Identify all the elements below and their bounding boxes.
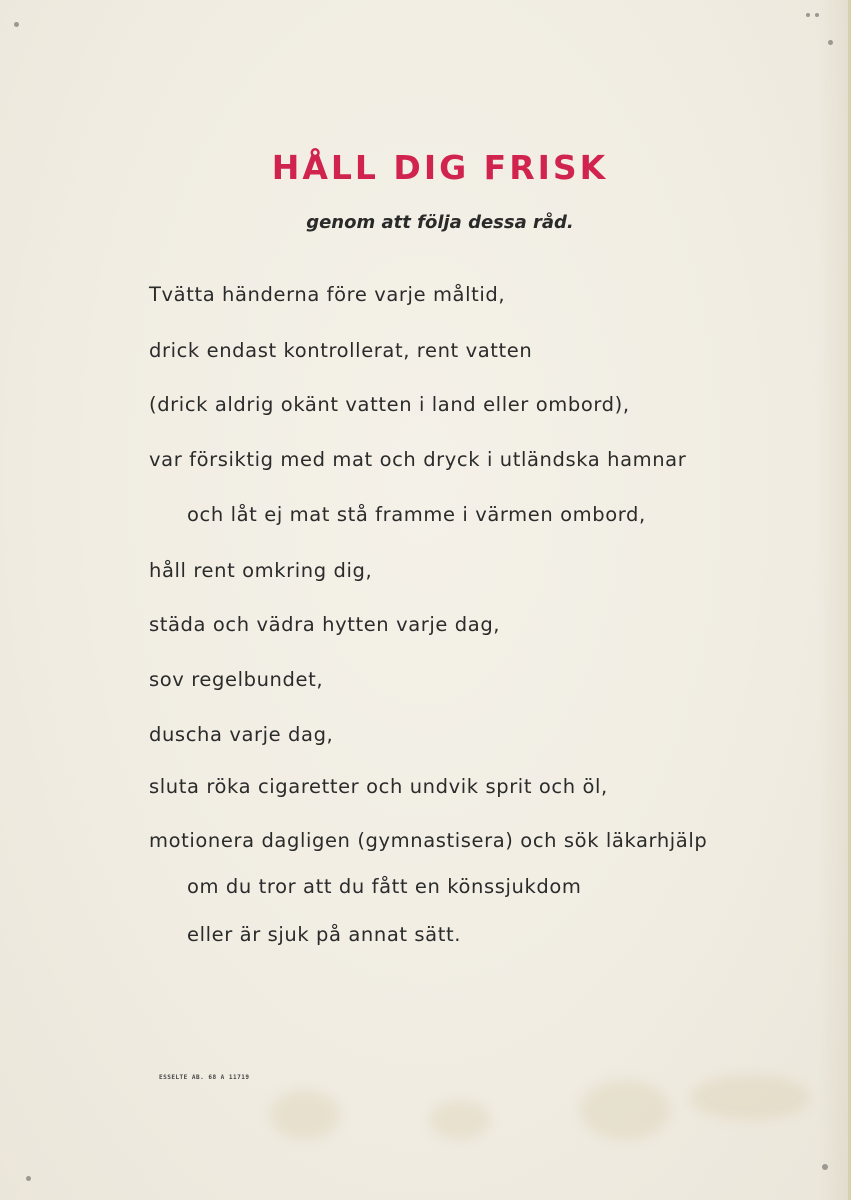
advice-line: motionera dagligen (gymnastisera) och sök läkarhjälp — [149, 829, 708, 852]
pin-hole-bottom-left — [26, 1176, 31, 1181]
printer-mark: ESSELTE AB. 68 A 11719 — [159, 1074, 250, 1081]
advice-line: duscha varje dag, — [149, 723, 334, 746]
paper-stain — [690, 1075, 810, 1120]
advice-line: Tvätta händerna före varje måltid, — [149, 283, 506, 306]
poster-title: HÅLL DIG FRISK — [271, 148, 609, 187]
advice-line: (drick aldrig okänt vatten i land eller ombord), — [149, 393, 630, 416]
advice-line: sluta röka cigaretter och undvik sprit och öl, — [149, 775, 608, 798]
advice-line-indented: om du tror att du fått en könssjukdom — [187, 875, 582, 898]
advice-line-indented: och låt ej mat stå framme i värmen ombord, — [187, 503, 646, 526]
advice-line: sov regelbundet, — [149, 668, 324, 691]
advice-line-indented: eller är sjuk på annat sätt. — [187, 923, 462, 946]
paper-stain — [270, 1090, 340, 1140]
advice-line: var försiktig med mat och dryck i utländska hamnar — [149, 448, 687, 471]
advice-line: städa och vädra hytten varje dag, — [149, 613, 501, 636]
advice-line: drick endast kontrollerat, rent vatten — [149, 339, 533, 362]
paper-stain — [580, 1080, 670, 1140]
pin-hole-bottom-right — [822, 1164, 828, 1170]
advice-line: håll rent omkring dig, — [149, 559, 373, 582]
poster-subtitle: genom att följa dessa råd. — [306, 212, 574, 233]
paper-stain — [430, 1100, 490, 1140]
